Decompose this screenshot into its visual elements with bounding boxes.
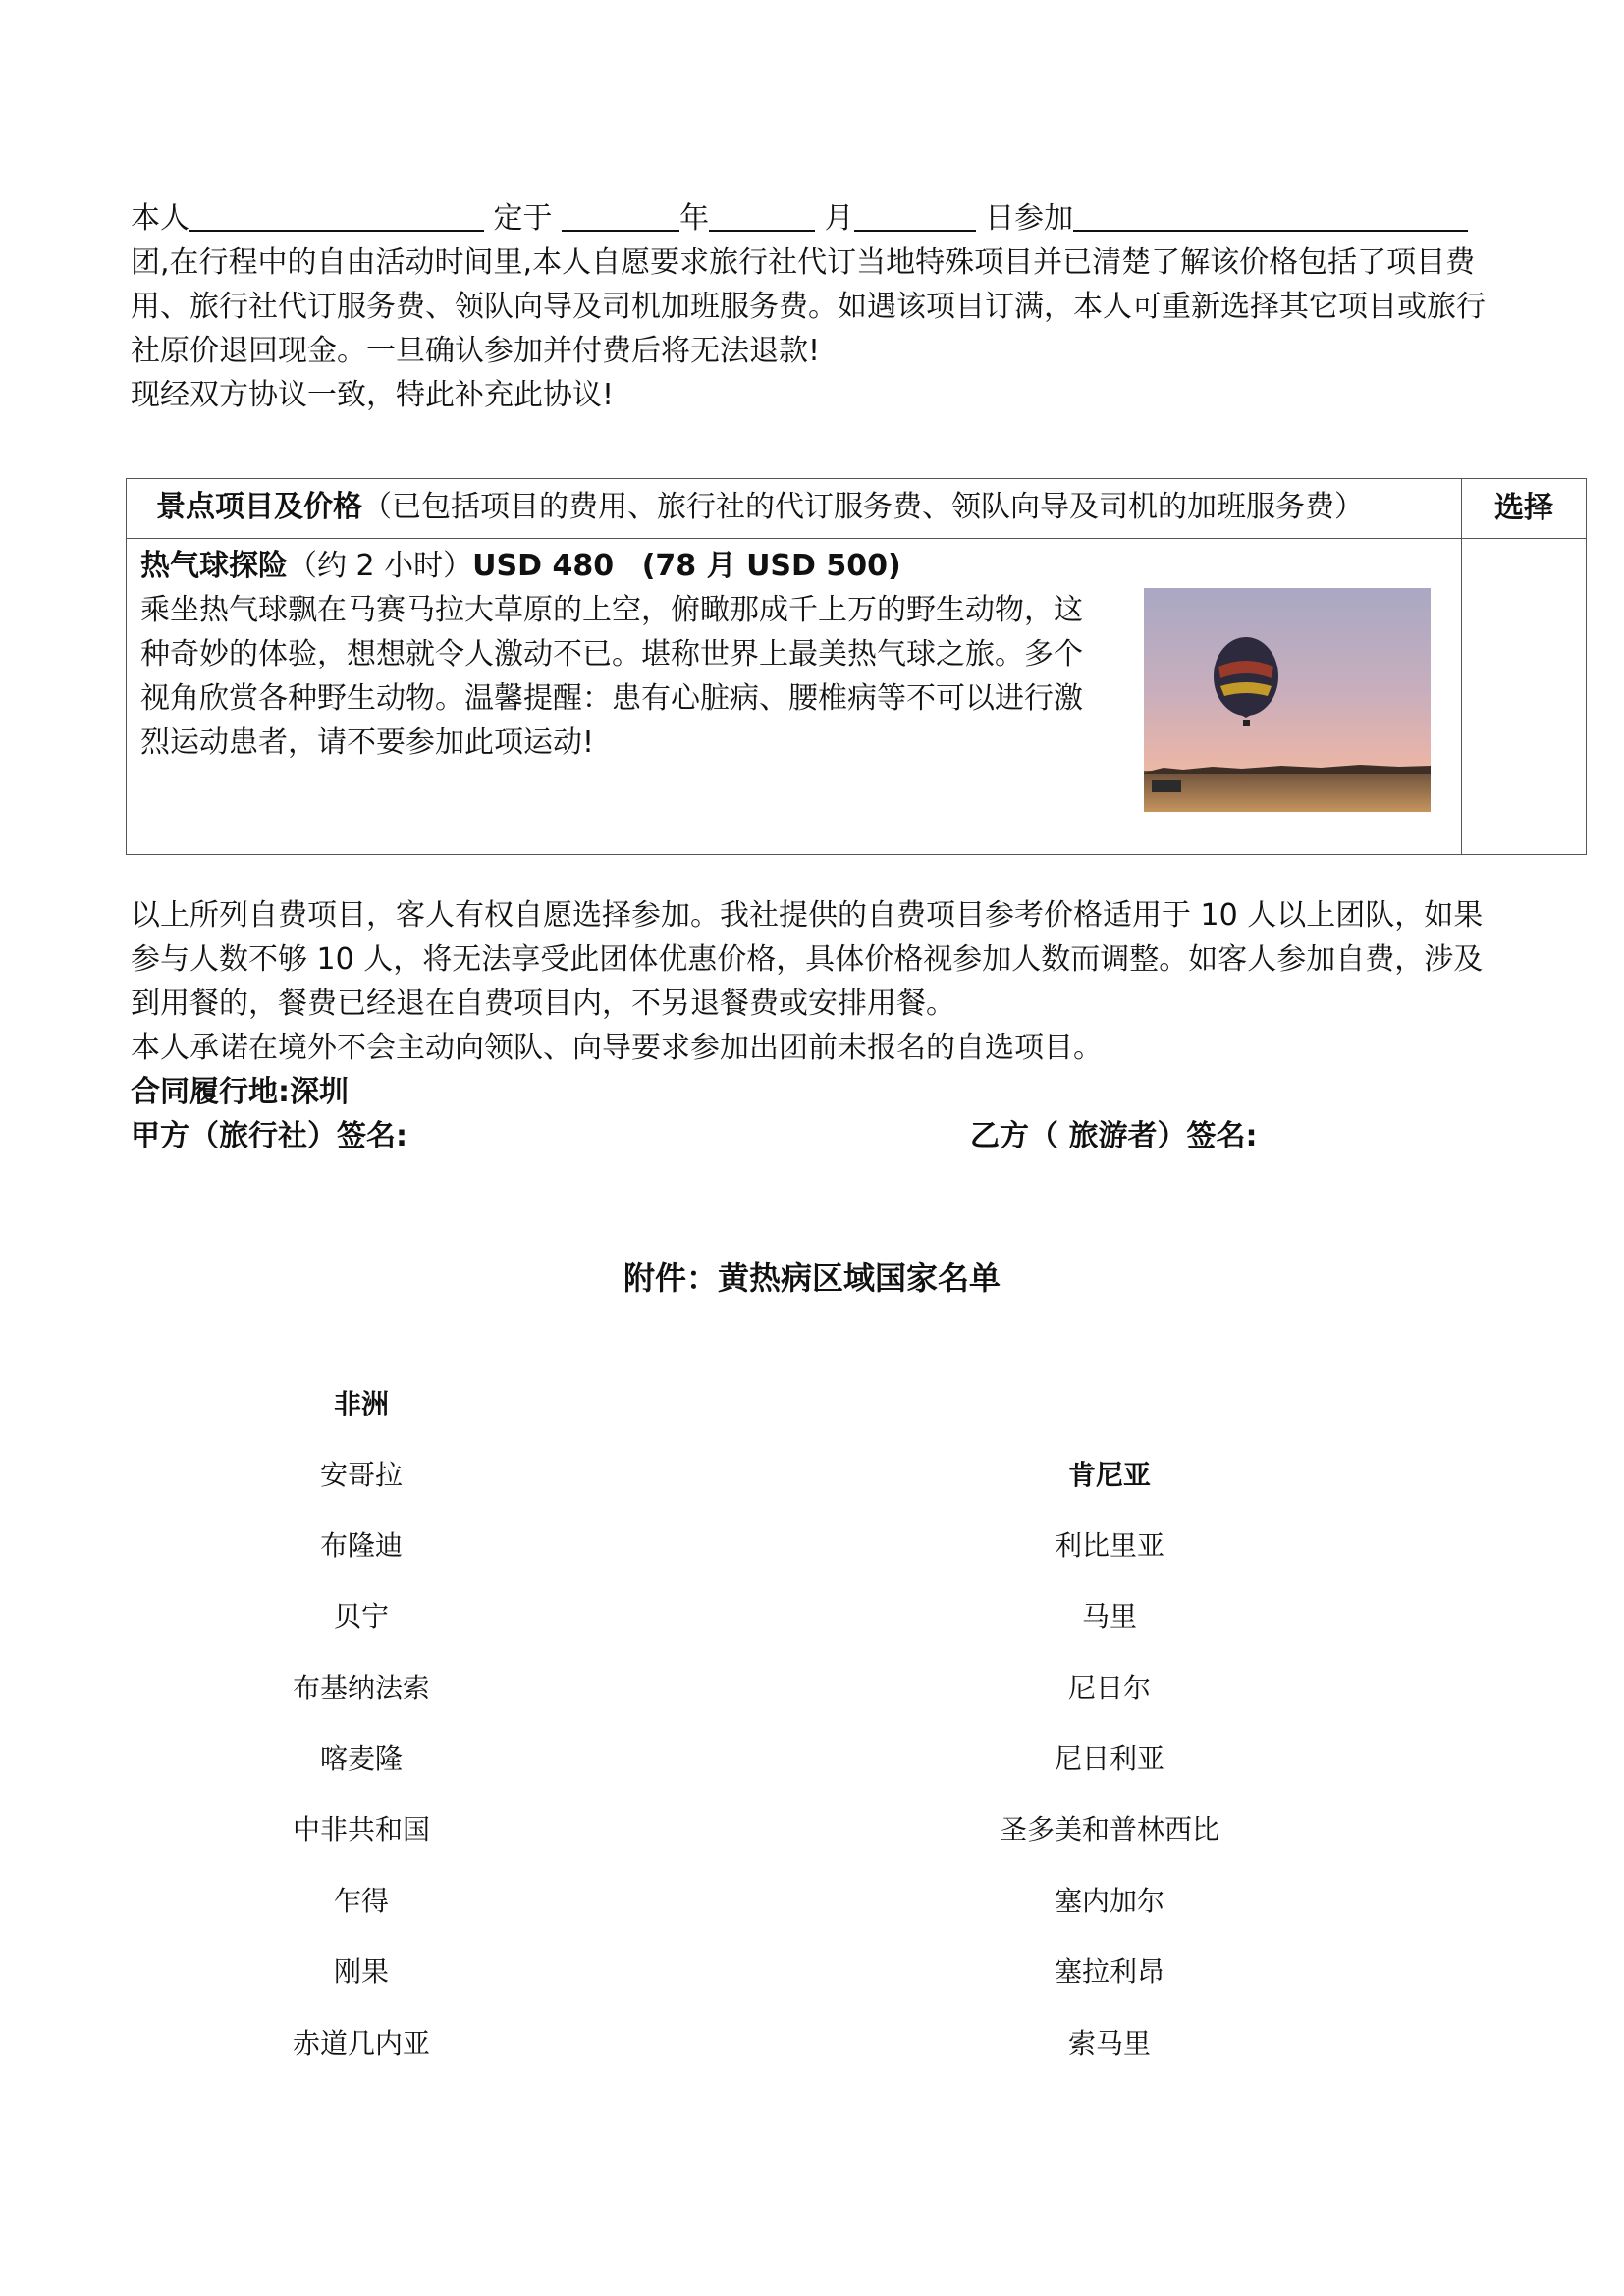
- country-item: 塞拉利昂: [1054, 1955, 1164, 1988]
- terms-line: 到用餐的，餐费已经退在自费项目内，不另退餐费或安排用餐。: [131, 987, 955, 1021]
- group-blank[interactable]: [1073, 196, 1468, 232]
- item-description: [140, 588, 1122, 765]
- intro-line-1: [131, 196, 1525, 240]
- country-item: 刚果: [333, 1955, 389, 1988]
- country-item: 圣多美和普林西比: [999, 1813, 1219, 1845]
- hot-air-balloon-photo: [1144, 588, 1431, 812]
- item-duration: （约 2 小时）: [288, 549, 473, 583]
- item-desc-line: 视角欣赏各种野生动物。温馨提醒：患有心脏病、腰椎病等不可以进行激: [140, 681, 1083, 716]
- signature-row: [131, 1114, 1535, 1158]
- month-blank[interactable]: [709, 196, 815, 232]
- country-item: 马里: [1081, 1600, 1137, 1632]
- annex-title: 附件：黄热病区域国家名单: [623, 1259, 1001, 1297]
- table-header-select: 选择: [1462, 479, 1587, 539]
- country-item: 安哥拉: [319, 1459, 403, 1491]
- country-item-kenya: 肯尼亚: [1067, 1459, 1151, 1491]
- country-item: 索马里: [1067, 2027, 1151, 2059]
- intro-line-4: 社原价退回现金。一旦确认参加并付费后将无法退款!: [131, 334, 821, 368]
- country-item: 尼日尔: [1067, 1672, 1151, 1704]
- country-item: 布隆迪: [319, 1529, 403, 1562]
- intro-line-2: 团,在行程中的自由活动时间里,本人自愿要求旅行社代订当地特殊项目并已清楚了解该价格包括了项目费: [131, 245, 1476, 280]
- item-desc-line: 乘坐热气球飘在马赛马拉大草原的上空，俯瞰那成千上万的野生动物，这: [140, 593, 1083, 627]
- intro-line-5: 现经双方协议一致，特此补充此协议!: [131, 378, 615, 412]
- header-note: （已包括项目的费用、旅行社的代订服务费、领队向导及司机的加班服务费）: [362, 490, 1364, 524]
- table-header-row: [127, 479, 1587, 539]
- optional-items-table: [126, 478, 1587, 855]
- country-item: 尼日利亚: [1054, 1742, 1164, 1775]
- day-blank[interactable]: [854, 196, 976, 232]
- header-title: 景点项目及价格: [156, 490, 362, 524]
- agreement-intro: [131, 196, 1525, 417]
- item-title: [140, 545, 1451, 588]
- intro-text-self: 本人: [131, 201, 189, 236]
- party-a-signature: 甲方（旅行社）签名:: [131, 1119, 407, 1153]
- party-b-signature: 乙方（ 旅游者）签名:: [970, 1119, 1258, 1153]
- name-blank[interactable]: [189, 196, 484, 232]
- country-item: 乍得: [333, 1885, 389, 1917]
- country-item: 喀麦隆: [319, 1742, 403, 1775]
- intro-text-year: 年: [679, 201, 710, 236]
- item-cell: [127, 539, 1462, 855]
- year-blank[interactable]: [562, 196, 679, 232]
- country-item: 赤道几内亚: [292, 2027, 430, 2059]
- intro-text-join: 日参加: [975, 201, 1074, 236]
- item-price: USD 480: [472, 549, 615, 583]
- item-peak-price: (78 月 USD 500): [641, 549, 901, 583]
- select-cell[interactable]: [1462, 539, 1587, 855]
- country-item: 利比里亚: [1054, 1529, 1164, 1562]
- country-item: 塞内加尔: [1054, 1885, 1164, 1917]
- contract-place: 合同履行地:深圳: [131, 1075, 349, 1109]
- table-row: [127, 539, 1587, 855]
- item-desc-line: 种奇妙的体验，想想就令人激动不已。堪称世界上最美热气球之旅。多个: [140, 637, 1083, 671]
- terms-line: 参与人数不够 10 人，将无法享受此团体优惠价格，具体价格视参加人数而调整。如客人参加自费，涉及: [131, 942, 1484, 977]
- table-header-item: [127, 479, 1462, 539]
- intro-line-3: 用、旅行社代订服务费、领队向导及司机加班服务费。如遇该项目订满，本人可重新选择其它项目或旅行: [131, 290, 1486, 324]
- item-name: 热气球探险: [140, 549, 288, 583]
- region-header-africa: 非洲: [333, 1388, 389, 1420]
- country-item: 中非共和国: [292, 1813, 430, 1845]
- country-item: 贝宁: [333, 1600, 389, 1632]
- terms-section: [131, 893, 1535, 1158]
- item-desc-line: 烈运动患者，请不要参加此项运动!: [140, 725, 595, 760]
- intro-text-month: 月: [815, 201, 854, 236]
- intro-text-scheduled: 定于: [484, 201, 563, 236]
- country-item: 布基纳法索: [292, 1672, 430, 1704]
- terms-line: 以上所列自费项目，客人有权自愿选择参加。我社提供的自费项目参考价格适用于 10 人以上团队，如果: [131, 898, 1484, 933]
- terms-line: 本人承诺在境外不会主动向领队、向导要求参加出团前未报名的自选项目。: [131, 1031, 1103, 1065]
